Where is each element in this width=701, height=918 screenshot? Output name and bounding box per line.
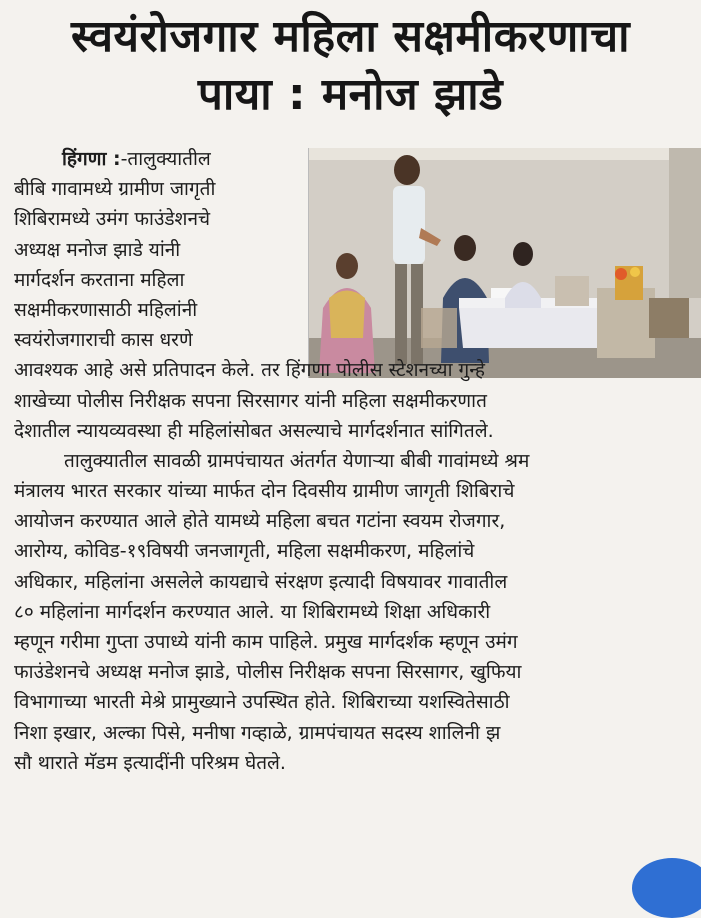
article-line: सक्षमीकरणासाठी महिलांनी [14,298,198,321]
article-dateline: हिंगणा : [62,148,121,170]
article-line: -तालुक्यातील [120,148,211,170]
article-line: फाउंडेशनचे अध्यक्ष मनोज झाडे, पोलीस निरीक्षक सपना सिरसागर, खुफिया [14,661,522,684]
article-line: मार्गदर्शन करताना महिला [14,268,185,291]
article-body [14,144,701,778]
article-line: आयोजन करण्यात आले होते यामध्ये महिला बचत गटांना स्वयम रोजगार, [14,510,506,533]
article-line: निशा इखार, अल्का पिसे, मनीषा गव्हाळे, ग्रामपंचायत सदस्य शालिनी झ [14,721,501,744]
article-line: आरोग्य, कोविड-१९विषयी जनजागृती, महिला सक्षमीकरण, महिलांचे [14,540,475,563]
article-line: आवश्यक आहे असे प्रतिपादन केले. तर हिंगणा पोलीस स्टेशनच्या गुन्हे [14,359,486,382]
article-line: शिबिरामध्ये उमंग फाउंडेशनचे [14,208,211,231]
article-paragraph-start: तालुक्यातील सावळी ग्रामपंचायत अंतर्गत येणाऱ्या बीबी गावांमध्ये श्रम [64,449,530,472]
article-line: शाखेच्या पोलीस निरीक्षक सपना सिरसागर यांनी महिला सक्षमीकरणात [14,389,487,412]
article-line: ८० महिलांना मार्गदर्शन करण्यात आले. या शिबिरामध्ये शिक्षा अधिकारी [14,600,491,623]
article-line: अधिकार, महिलांना असलेले कायद्याचे संरक्षण इत्यादी विषयावर गावातील [14,570,508,593]
article-first-line [14,144,701,174]
article-line: मंत्रालय भारत सरकार यांच्या मार्फत दोन दिवसीय ग्रामीण जागृती शिबिराचे [14,480,515,503]
article-line: विभागाच्या भारती मेश्रे प्रामुख्याने उपस्थित होते. शिबिराच्या यशस्वितेसाठी [14,691,510,714]
article-line: अध्यक्ष मनोज झाडे यांनी [14,238,181,261]
headline-line-1: स्वयंरोजगार महिला सक्षमीकरणाचा [70,11,631,62]
article-line: सौ थाराते मॅडम इत्यादींनी परिश्रम घेतले. [14,751,286,774]
blue-corner-badge [632,858,701,918]
article-line: बीबि गावामध्ये ग्रामीण जागृती [14,178,216,201]
article-line: स्वयंरोजगाराची कास धरणे [14,329,193,352]
headline [0,8,701,124]
headline-line-2: पाया : मनोज झाडे [197,69,504,120]
article-line: देशातील न्यायव्यवस्था ही महिलांसोबत असल्याचे मार्गदर्शनात सांगितले. [14,419,494,442]
article-line: म्हणून गरीमा गुप्ता उपाध्ये यांनी काम पाहिले. प्रमुख मार्गदर्शक म्हणून उमंग [14,631,518,653]
